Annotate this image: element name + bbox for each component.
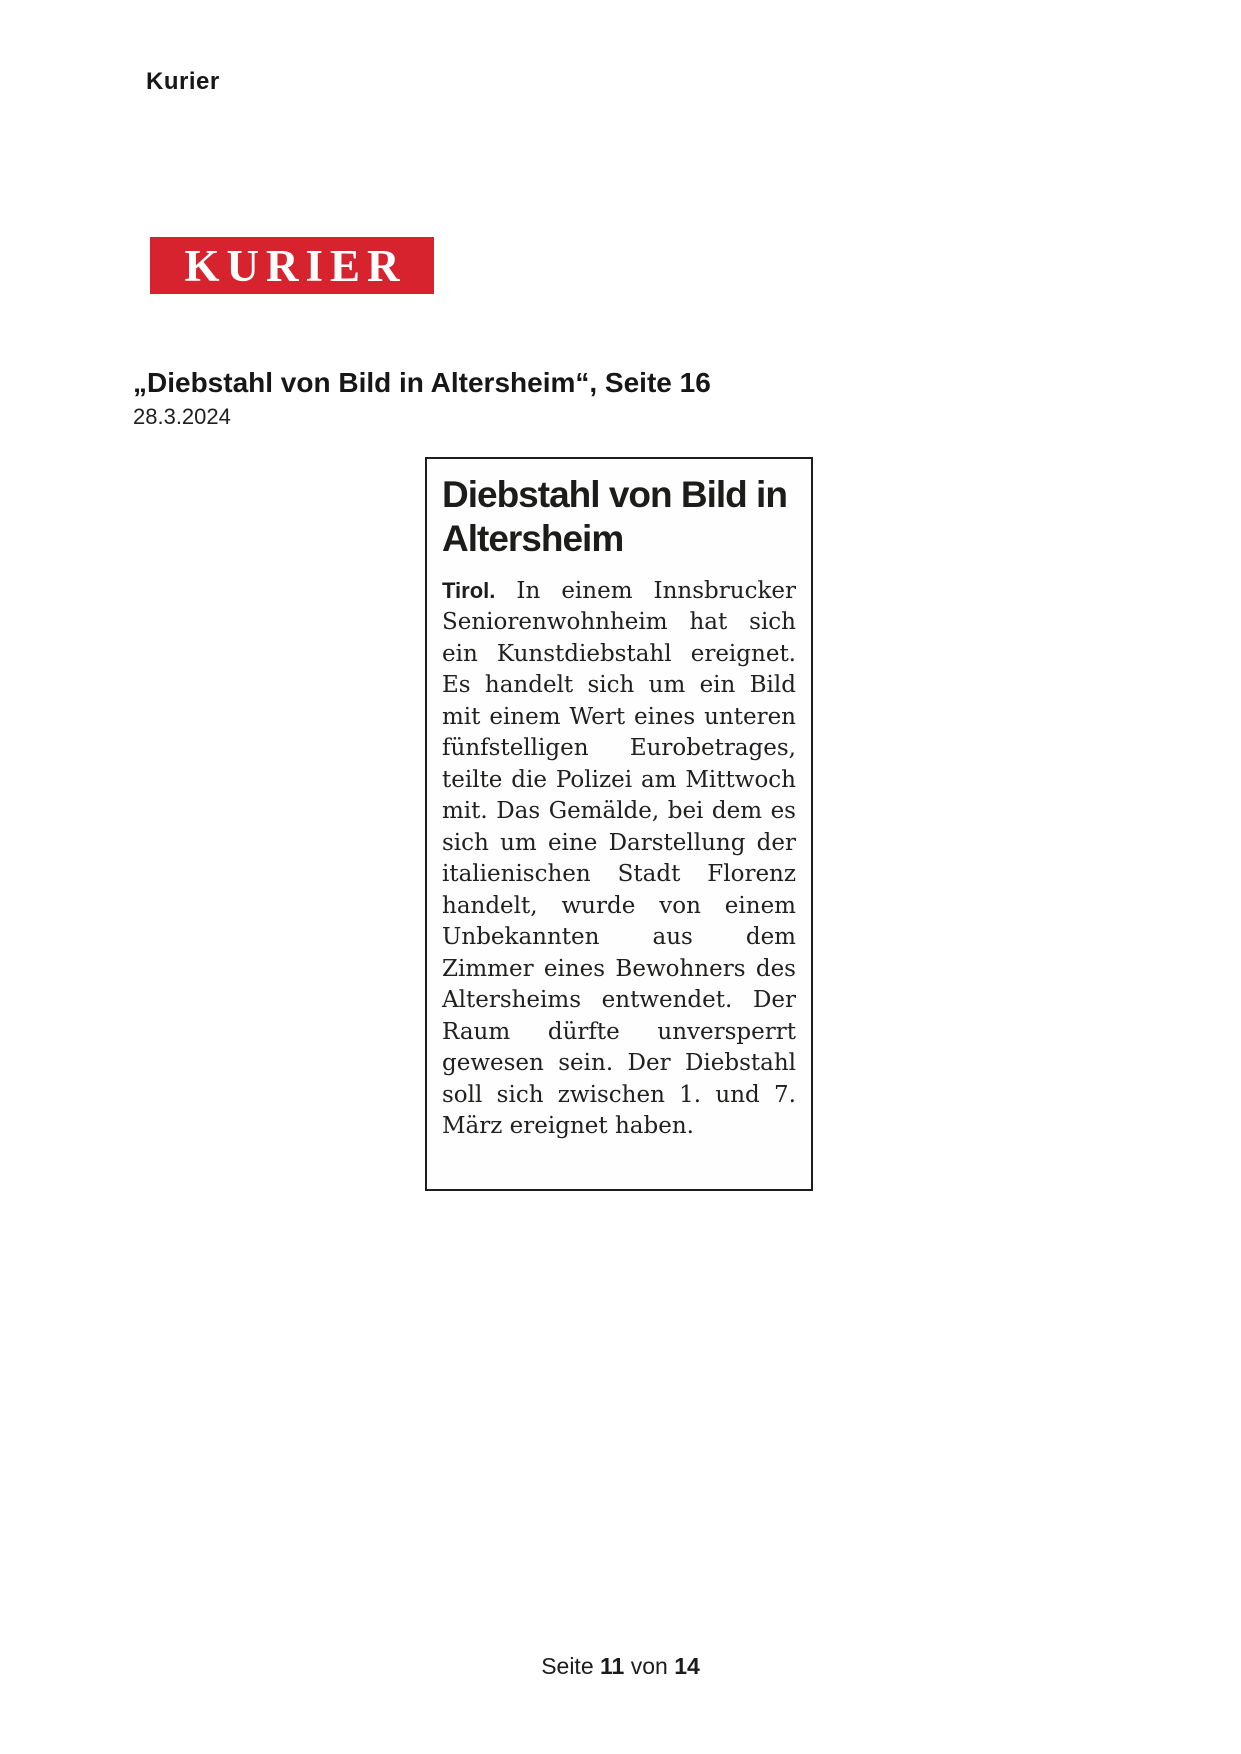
- clipping-title: „Diebstahl von Bild in Altersheim“, Seite 16: [133, 367, 711, 398]
- kurier-logo: [150, 237, 434, 294]
- clipping-meta: [133, 366, 893, 430]
- article-text: In einem Innsbrucker Seniorenwohnheim hat sich ein Kunstdiebstahl ereignet. Es handelt sich um ein Bild mit einem Wert eines unteren fünfstelligen Eurobetrages, teilte die Polizei am Mittwoch mit. Das Gemälde, bei dem es sich um eine Darstellung der italienischen Stadt Florenz handelt, wurde von einem Unbekannten aus dem Zimmer eines Bewohners des Altersheims entwendet. Der Raum dürfte unversperrt gewesen sein. Der Diebstahl soll sich zwischen 1. und 7. März ereignet haben.: [442, 577, 796, 1140]
- newspaper-clipping: [425, 457, 813, 1191]
- article-body: [442, 575, 796, 1143]
- footer-page-total: 14: [674, 1653, 700, 1679]
- article-headline: Diebstahl von Bild in Altersheim: [442, 474, 787, 560]
- source-name-label: Kurier: [146, 68, 220, 95]
- article-leadin: Tirol.: [442, 577, 496, 603]
- kurier-logo-text: KURIER: [184, 240, 407, 291]
- footer-page-number: 11: [600, 1653, 625, 1679]
- footer-label-of: von: [630, 1653, 668, 1679]
- page-footer: [0, 1653, 1241, 1680]
- footer-label-page: Seite: [541, 1653, 594, 1679]
- clipping-date: 28.3.2024: [133, 404, 231, 429]
